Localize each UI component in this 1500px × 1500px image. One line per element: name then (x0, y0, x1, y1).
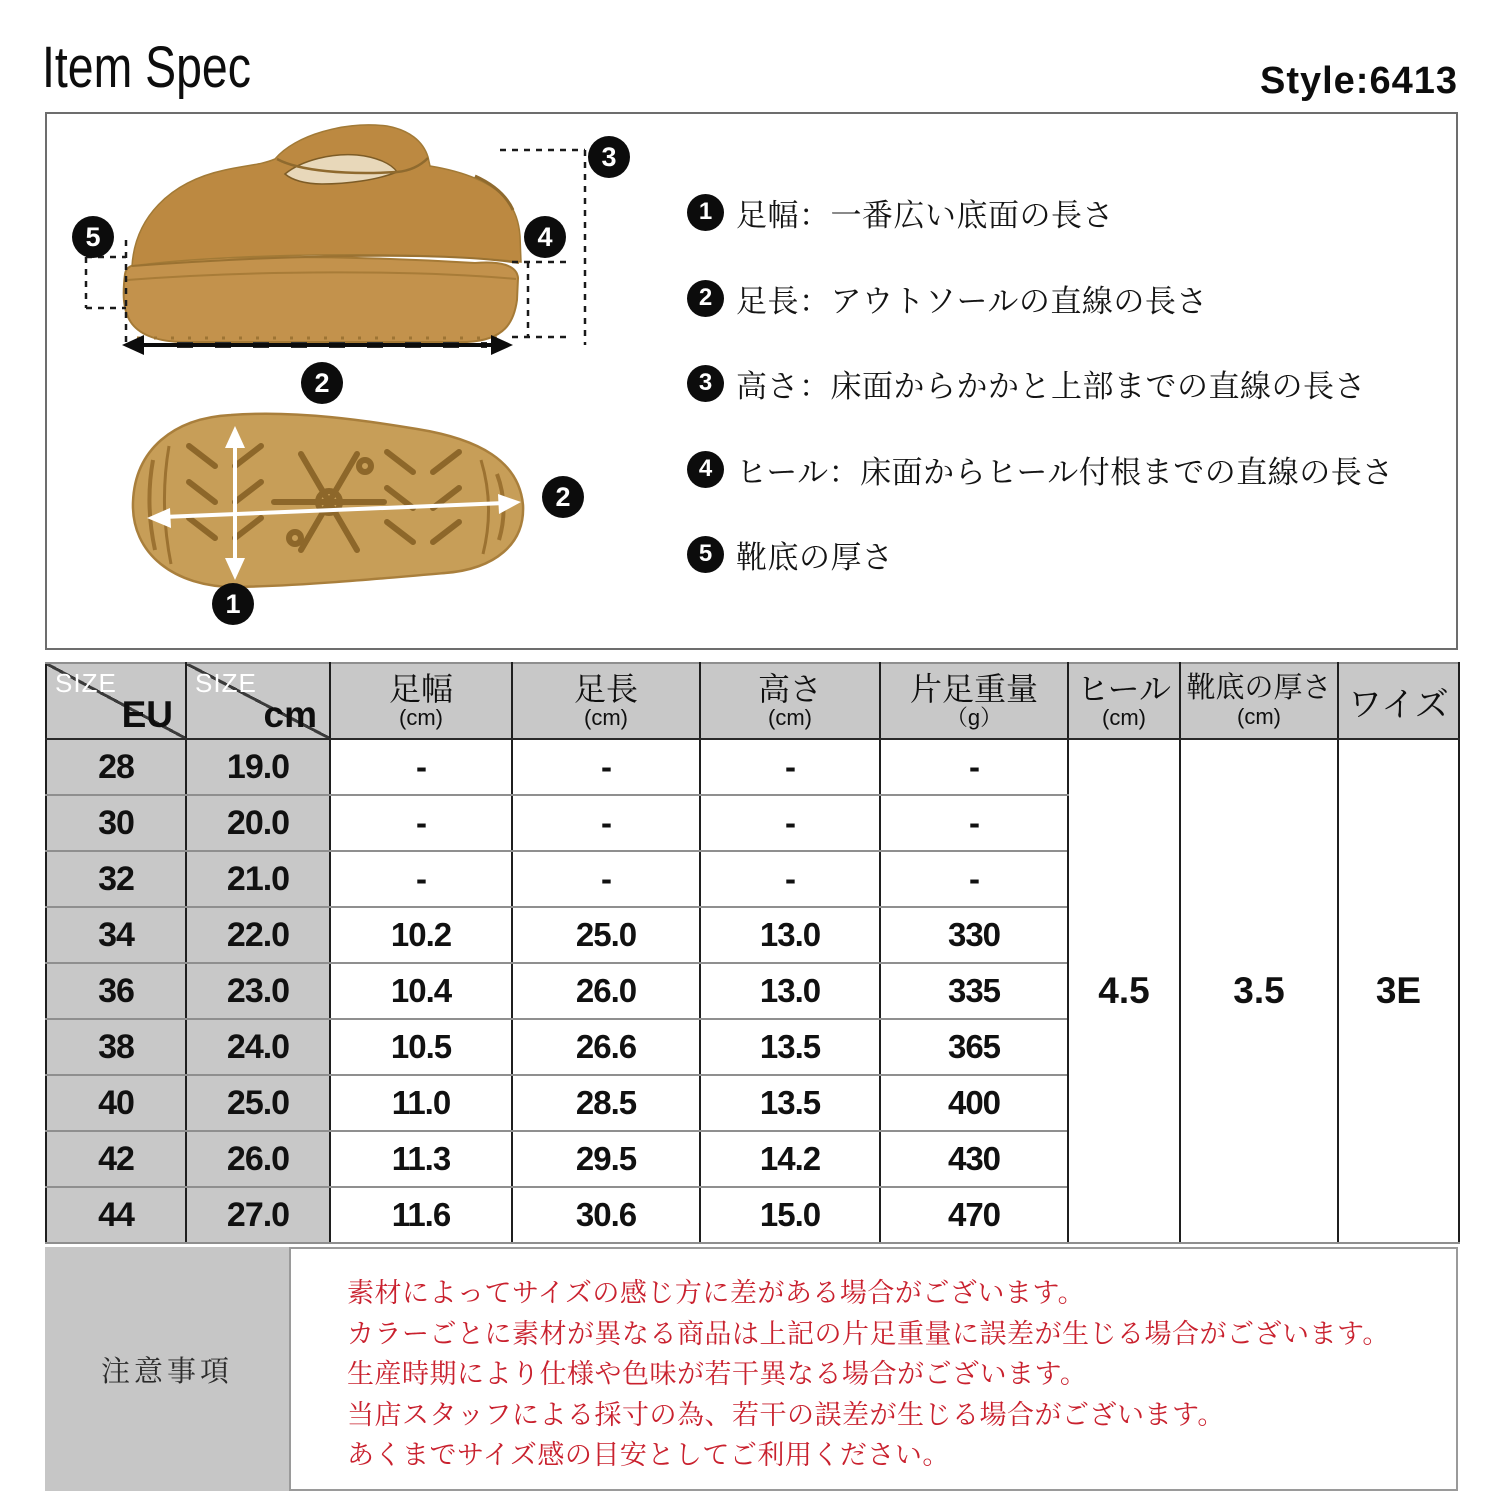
length-cell: - (512, 795, 700, 851)
weight-cell: - (880, 795, 1068, 851)
header-sole-thickness-label: 靴底の厚さ (1186, 672, 1332, 705)
marker-2-length-sole: 2 (542, 476, 584, 518)
weight-cell: 335 (880, 963, 1068, 1019)
legend-item-1 (687, 190, 1114, 234)
width-cell: 11.0 (330, 1075, 512, 1131)
style-number: Style:6413 (1259, 60, 1458, 102)
weight-cell: 400 (880, 1075, 1068, 1131)
header-heel-unit: (cm) (1102, 705, 1146, 731)
height-cell: 15.0 (700, 1187, 880, 1243)
legend-text-5: 靴底の厚さ (736, 539, 894, 575)
width-cell: 10.5 (330, 1019, 512, 1075)
header-height (700, 663, 880, 739)
legend-text-2: 足長：アウトソールの直線の長さ (736, 283, 1208, 319)
header-heel-label: ヒール (1076, 670, 1172, 707)
header-foot-length (512, 663, 700, 739)
cm-cell: 24.0 (186, 1019, 330, 1075)
cm-cell: 20.0 (186, 795, 330, 851)
weight-cell: 365 (880, 1019, 1068, 1075)
measurement-diagram-box (45, 112, 1458, 650)
eu-cell: 30 (46, 795, 186, 851)
header-sole-thickness (1180, 663, 1338, 739)
height-cell: 14.2 (700, 1131, 880, 1187)
legend-item-3 (687, 361, 1366, 405)
header-weight-unit: （g） (945, 705, 1003, 731)
note-line-5: あくまでサイズ感の目安としてご利用ください。 (347, 1440, 950, 1470)
legend-num-2: 2 (687, 280, 724, 317)
height-cell: - (700, 795, 880, 851)
header-foot-width-unit: (cm) (399, 705, 443, 731)
legend-text-4: ヒール：床面からヒール付根までの直線の長さ (736, 454, 1394, 490)
cm-cell: 26.0 (186, 1131, 330, 1187)
legend-num-1: 1 (687, 194, 724, 231)
length-cell: 26.0 (512, 963, 700, 1019)
notes-body (289, 1247, 1458, 1491)
eu-cell: 34 (46, 907, 186, 963)
weight-cell: - (880, 739, 1068, 795)
legend-item-4 (687, 447, 1394, 491)
notes-label: 注意事項 (100, 1355, 233, 1388)
eu-cell: 32 (46, 851, 186, 907)
marker-2-length-side: 2 (301, 362, 343, 404)
note-line-3: 生産時期により仕様や色味が若干異なる場合がございます。 (347, 1359, 1088, 1389)
length-cell: - (512, 739, 700, 795)
header-weight (880, 663, 1068, 739)
header-height-label: 高さ (757, 670, 822, 707)
width-cell: - (330, 851, 512, 907)
weight-cell: 470 (880, 1187, 1068, 1243)
legend-item-2 (687, 276, 1208, 320)
weight-cell: 330 (880, 907, 1068, 963)
marker-5-sole-thickness: 5 (72, 216, 114, 258)
note-line-1: 素材によってサイズの感じ方に差がある場合がございます。 (347, 1278, 1086, 1308)
header-heel (1068, 663, 1180, 739)
header-height-unit: (cm) (768, 705, 812, 731)
legend-text-1: 足幅：一番広い底面の長さ (736, 197, 1114, 233)
table-row-28 (46, 739, 1459, 795)
header-foot-width (330, 663, 512, 739)
header-size-eu-unit: EU (121, 694, 173, 735)
eu-cell: 42 (46, 1131, 186, 1187)
legend-item-5 (687, 532, 894, 576)
marker-1-width: 1 (212, 583, 254, 625)
cm-cell: 21.0 (186, 851, 330, 907)
notes-text (347, 1273, 1456, 1476)
header-foot-length-unit: (cm) (584, 705, 628, 731)
note-line-2: カラーごとに素材が異なる商品は上記の片足重量に誤差が生じる場合がございます。 (347, 1318, 1390, 1349)
weight-cell: 430 (880, 1131, 1068, 1187)
header-foot-width-label: 足幅 (388, 670, 453, 707)
eu-cell: 40 (46, 1075, 186, 1131)
header-size-cm (186, 663, 330, 739)
header-size-cm-unit: cm (263, 694, 317, 735)
heel-merged-cell: 4.5 (1068, 739, 1180, 1243)
cm-cell: 22.0 (186, 907, 330, 963)
length-cell: 26.6 (512, 1019, 700, 1075)
legend-num-5: 5 (687, 536, 724, 573)
height-cell: - (700, 851, 880, 907)
length-cell: 29.5 (512, 1131, 700, 1187)
height-cell: 13.0 (700, 907, 880, 963)
eu-cell: 38 (46, 1019, 186, 1075)
marker-4-heel: 4 (524, 216, 566, 258)
width-cell: - (330, 795, 512, 851)
width-cell: - (330, 739, 512, 795)
header-weight-label: 片足重量 (909, 670, 1038, 707)
notes-label-box (45, 1247, 289, 1491)
legend-num-4: 4 (687, 451, 724, 488)
width-cell: 11.6 (330, 1187, 512, 1243)
header-wise (1338, 663, 1459, 739)
width-cell: 10.4 (330, 963, 512, 1019)
eu-cell: 28 (46, 739, 186, 795)
length-cell: - (512, 851, 700, 907)
cm-cell: 25.0 (186, 1075, 330, 1131)
marker-3-height: 3 (588, 136, 630, 178)
height-cell: - (700, 739, 880, 795)
size-spec-table (45, 662, 1460, 1244)
weight-cell: - (880, 851, 1068, 907)
page-title: Item Spec (42, 35, 251, 100)
side-view-shoe (124, 125, 521, 345)
height-cell: 13.5 (700, 1075, 880, 1131)
length-cell: 30.6 (512, 1187, 700, 1243)
height-cell: 13.5 (700, 1019, 880, 1075)
sole-bottom-view (133, 414, 523, 587)
header-sole-thickness-unit: (cm) (1237, 703, 1281, 729)
legend-num-3: 3 (687, 365, 724, 402)
height-cell: 13.0 (700, 963, 880, 1019)
wise-merged-cell: 3E (1338, 739, 1459, 1243)
eu-cell: 44 (46, 1187, 186, 1243)
cm-cell: 23.0 (186, 963, 330, 1019)
header-size-cm-size: SIZE (195, 668, 257, 698)
eu-cell: 36 (46, 963, 186, 1019)
header-wise-label: ワイズ (1348, 685, 1449, 724)
header-foot-length-label: 足長 (573, 670, 638, 707)
width-cell: 11.3 (330, 1131, 512, 1187)
note-line-4: 当店スタッフによる採寸の為、若干の誤差が生じる場合がございます。 (347, 1399, 1225, 1430)
width-cell: 10.2 (330, 907, 512, 963)
cm-cell: 27.0 (186, 1187, 330, 1243)
length-cell: 28.5 (512, 1075, 700, 1131)
legend-text-3: 高さ：床面からかかと上部までの直線の長さ (736, 368, 1366, 404)
header-size-eu (46, 663, 186, 739)
cm-cell: 19.0 (186, 739, 330, 795)
length-cell: 25.0 (512, 907, 700, 963)
header-size-eu-size: SIZE (55, 668, 117, 698)
sole-thickness-merged-cell: 3.5 (1180, 739, 1338, 1243)
